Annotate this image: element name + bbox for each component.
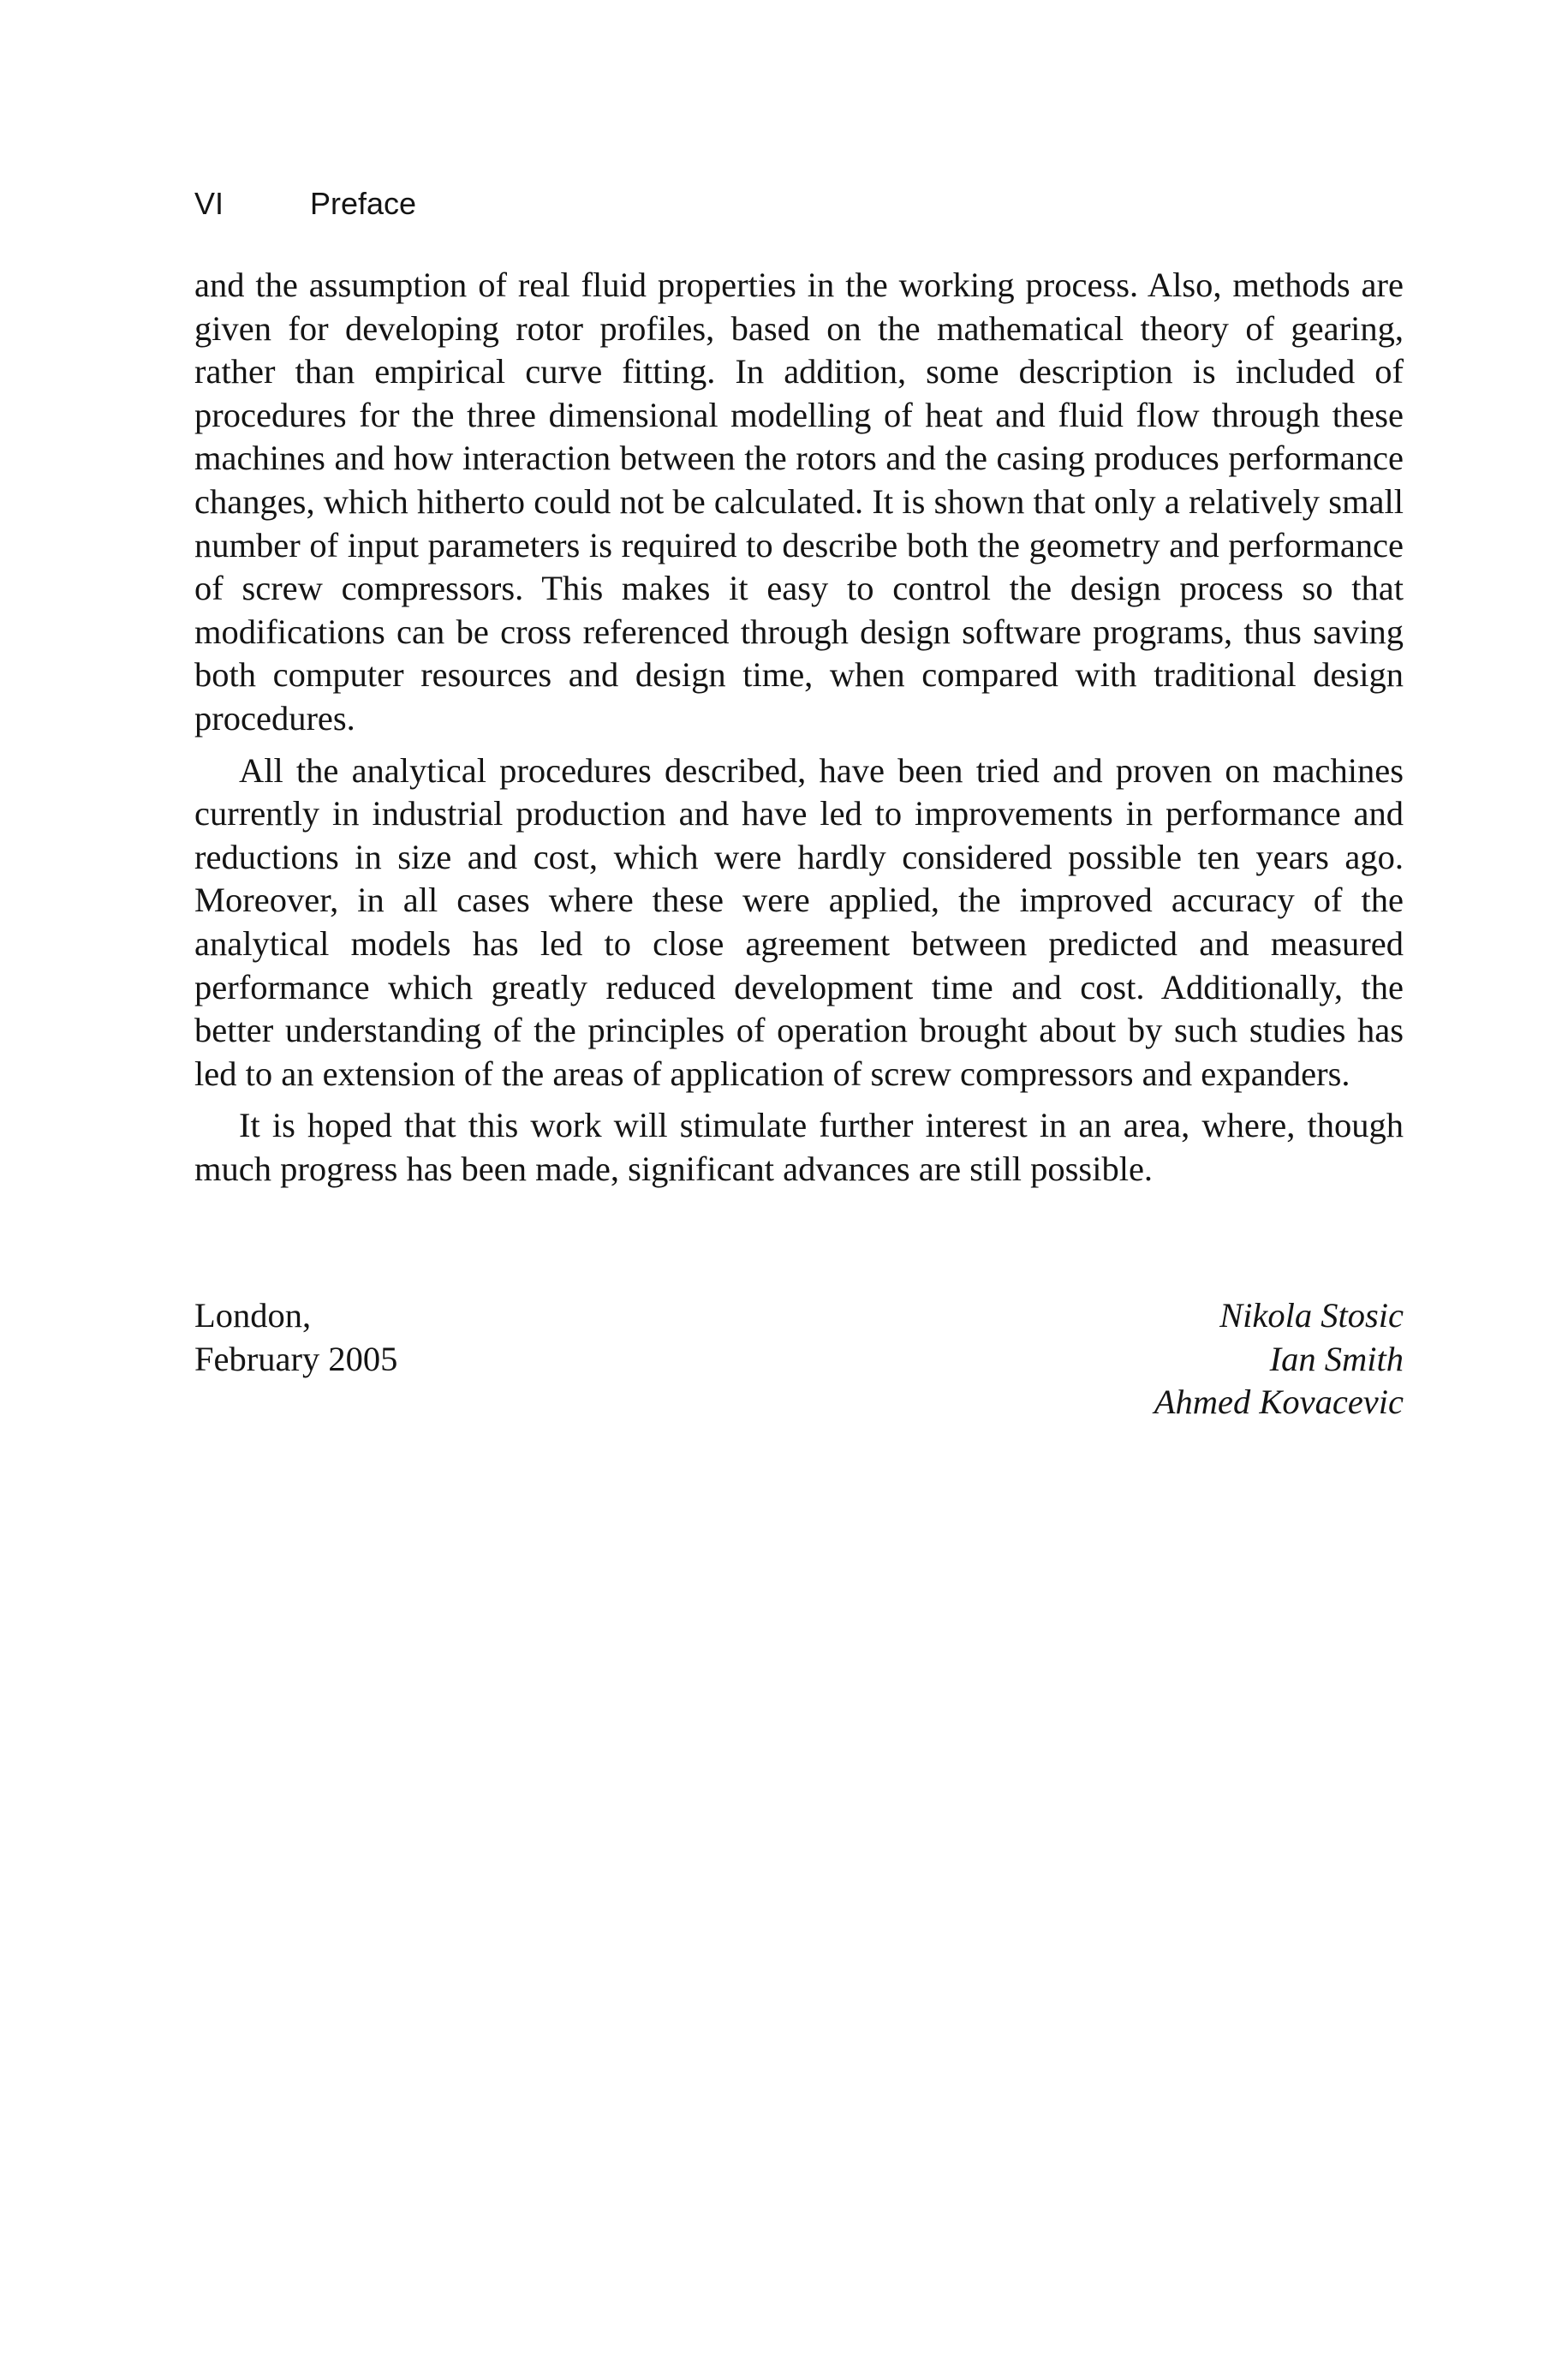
place-date xyxy=(194,1294,397,1381)
date: February 2005 xyxy=(194,1339,398,1378)
author-name: Nikola Stosic xyxy=(1219,1296,1404,1335)
place: London, xyxy=(194,1296,312,1335)
author-name: Ian Smith xyxy=(1269,1339,1404,1378)
paragraph-1: and the assumption of real fluid properties in the working process. Also, methods are given for developing rotor profiles, based on the mathematical theory of gearing, rather than empirical curve fitting. In addition, some description is included of procedures for the three dimensional modelling of heat and fluid flow through these machines and how interaction between the rotors and the casing produces performance changes, which hitherto could not be calculated. It is shown that only a relatively small number of input parameters is required to describe both the geometry and performance of screw compressors. This makes it easy to control the design process so that modifications can be cross referenced through design software programs, thus saving both computer resources and design time, when compared with traditional design procedures. xyxy=(194,266,1404,738)
preface-body xyxy=(194,264,1404,1191)
page-number: VI xyxy=(194,186,224,221)
paragraph-3: It is hoped that this work will stimulate further interest in an area, where, though much progress has been made, significant advances are still possible. xyxy=(194,1106,1404,1188)
author-name: Ahmed Kovacevic xyxy=(1154,1383,1404,1422)
running-head xyxy=(194,187,416,221)
book-page xyxy=(194,0,1404,2377)
section-title: Preface xyxy=(310,186,417,221)
paragraph-2: All the analytical procedures described, have been tried and proven on machines currently in industrial production and have led to improvements in performance and reductions in size and cost, which were hardly considered possible ten years ago. Moreover, in all cases where these were applied, the improved accuracy of the analytical models has led to close agreement between predicted and measured performance which greatly reduced development time and cost. Additionally, the better understanding of the principles of operation brought about by such studies has led to an extension of the areas of application of screw compressors and expanders. xyxy=(194,750,1404,1093)
author-list xyxy=(1154,1294,1404,1424)
